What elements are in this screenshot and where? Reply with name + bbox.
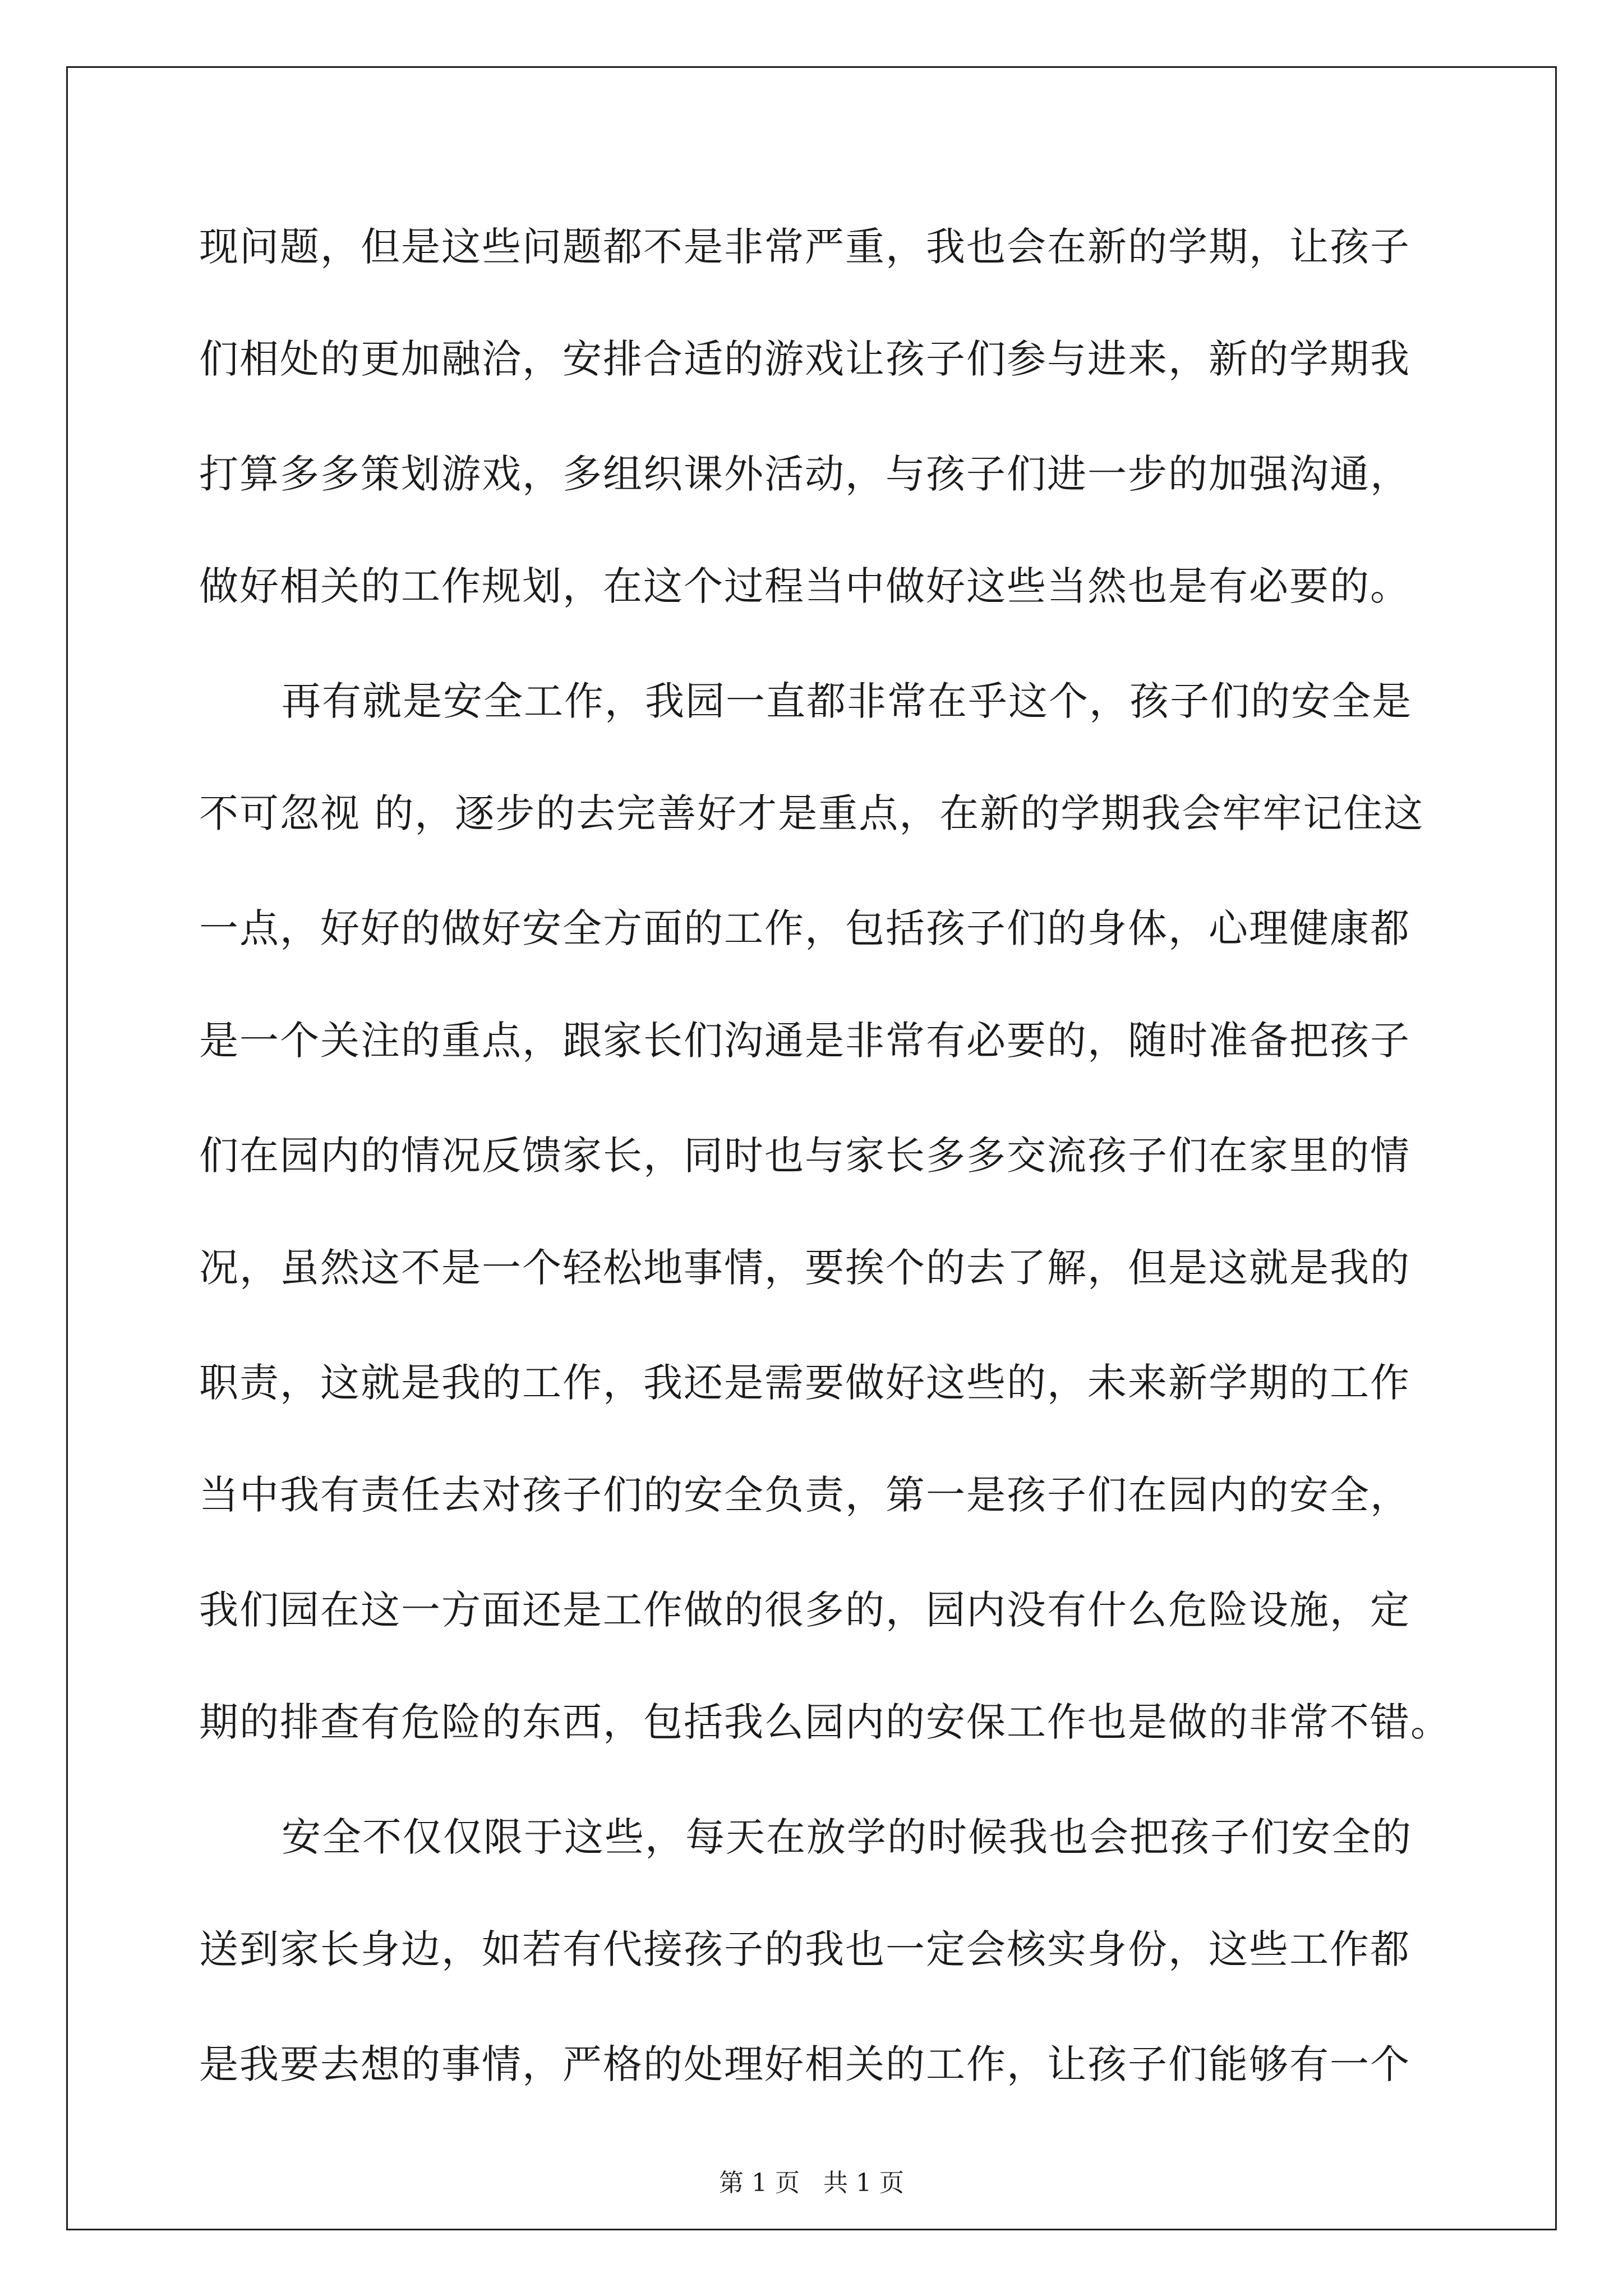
paragraph-1-line-2: 们相处的更加融洽，安排合适的游戏让孩子们参与进来，新的学期我 [199, 336, 1410, 382]
paragraph-3-line-2: 送到家长身边，如若有代接孩子的我也一定会核实身份，这些工作都 [199, 1926, 1410, 1972]
paragraph-3-line-1: 安全不仅仅限于这些，每天在放学的时候我也会把孩子们安全的 [282, 1814, 1412, 1860]
paragraph-2-line-10: 期的排查有危险的东西，包括我么园内的安保工作也是做的非常不错。 [199, 1699, 1451, 1745]
paragraph-2-line-1: 再有就是安全工作，我园一直都非常在乎这个，孩子们的安全是 [282, 678, 1412, 724]
paragraph-1-line-3: 打算多多策划游戏，多组织课外活动，与孩子们进一步的加强沟通， [199, 451, 1410, 497]
paragraph-2-line-8: 当中我有责任去对孩子们的安全负责，第一是孩子们在园内的安全， [199, 1472, 1410, 1518]
paragraph-1-line-4: 做好相关的工作规划，在这个过程当中做好这些当然也是有必要的。 [199, 563, 1410, 609]
paragraph-3-line-3: 是我要去想的事情，严格的处理好相关的工作，让孩子们能够有一个 [199, 2041, 1410, 2087]
paragraph-2-line-4: 是一个关注的重点，跟家长们沟通是非常有必要的，随时准备把孩子 [199, 1018, 1410, 1064]
paragraph-1-line-1: 现问题，但是这些问题都不是非常严重，我也会在新的学期，让孩子 [199, 224, 1410, 270]
page-number: 第 1 页 共 1 页 [719, 2169, 904, 2197]
paragraph-2-line-3: 一点，好好的做好安全方面的工作，包括孩子们的身体，心理健康都 [199, 905, 1410, 951]
paragraph-2-line-7: 职责，这就是我的工作，我还是需要做好这些的，未来新学期的工作 [199, 1360, 1410, 1406]
paragraph-2-line-6: 况，虽然这不是一个轻松地事情，要挨个的去了解，但是这就是我的 [199, 1245, 1410, 1291]
paragraph-2-line-2: 不可忽视 的，逐步的去完善好才是重点，在新的学期我会牢牢记住这 [199, 790, 1424, 836]
paragraph-2-line-5: 们在园内的情况反馈家长，同时也与家长多多交流孩子们在家里的情 [199, 1133, 1410, 1179]
paragraph-2-line-9: 我们园在这一方面还是工作做的很多的，园内没有什么危险设施，定 [199, 1587, 1410, 1633]
